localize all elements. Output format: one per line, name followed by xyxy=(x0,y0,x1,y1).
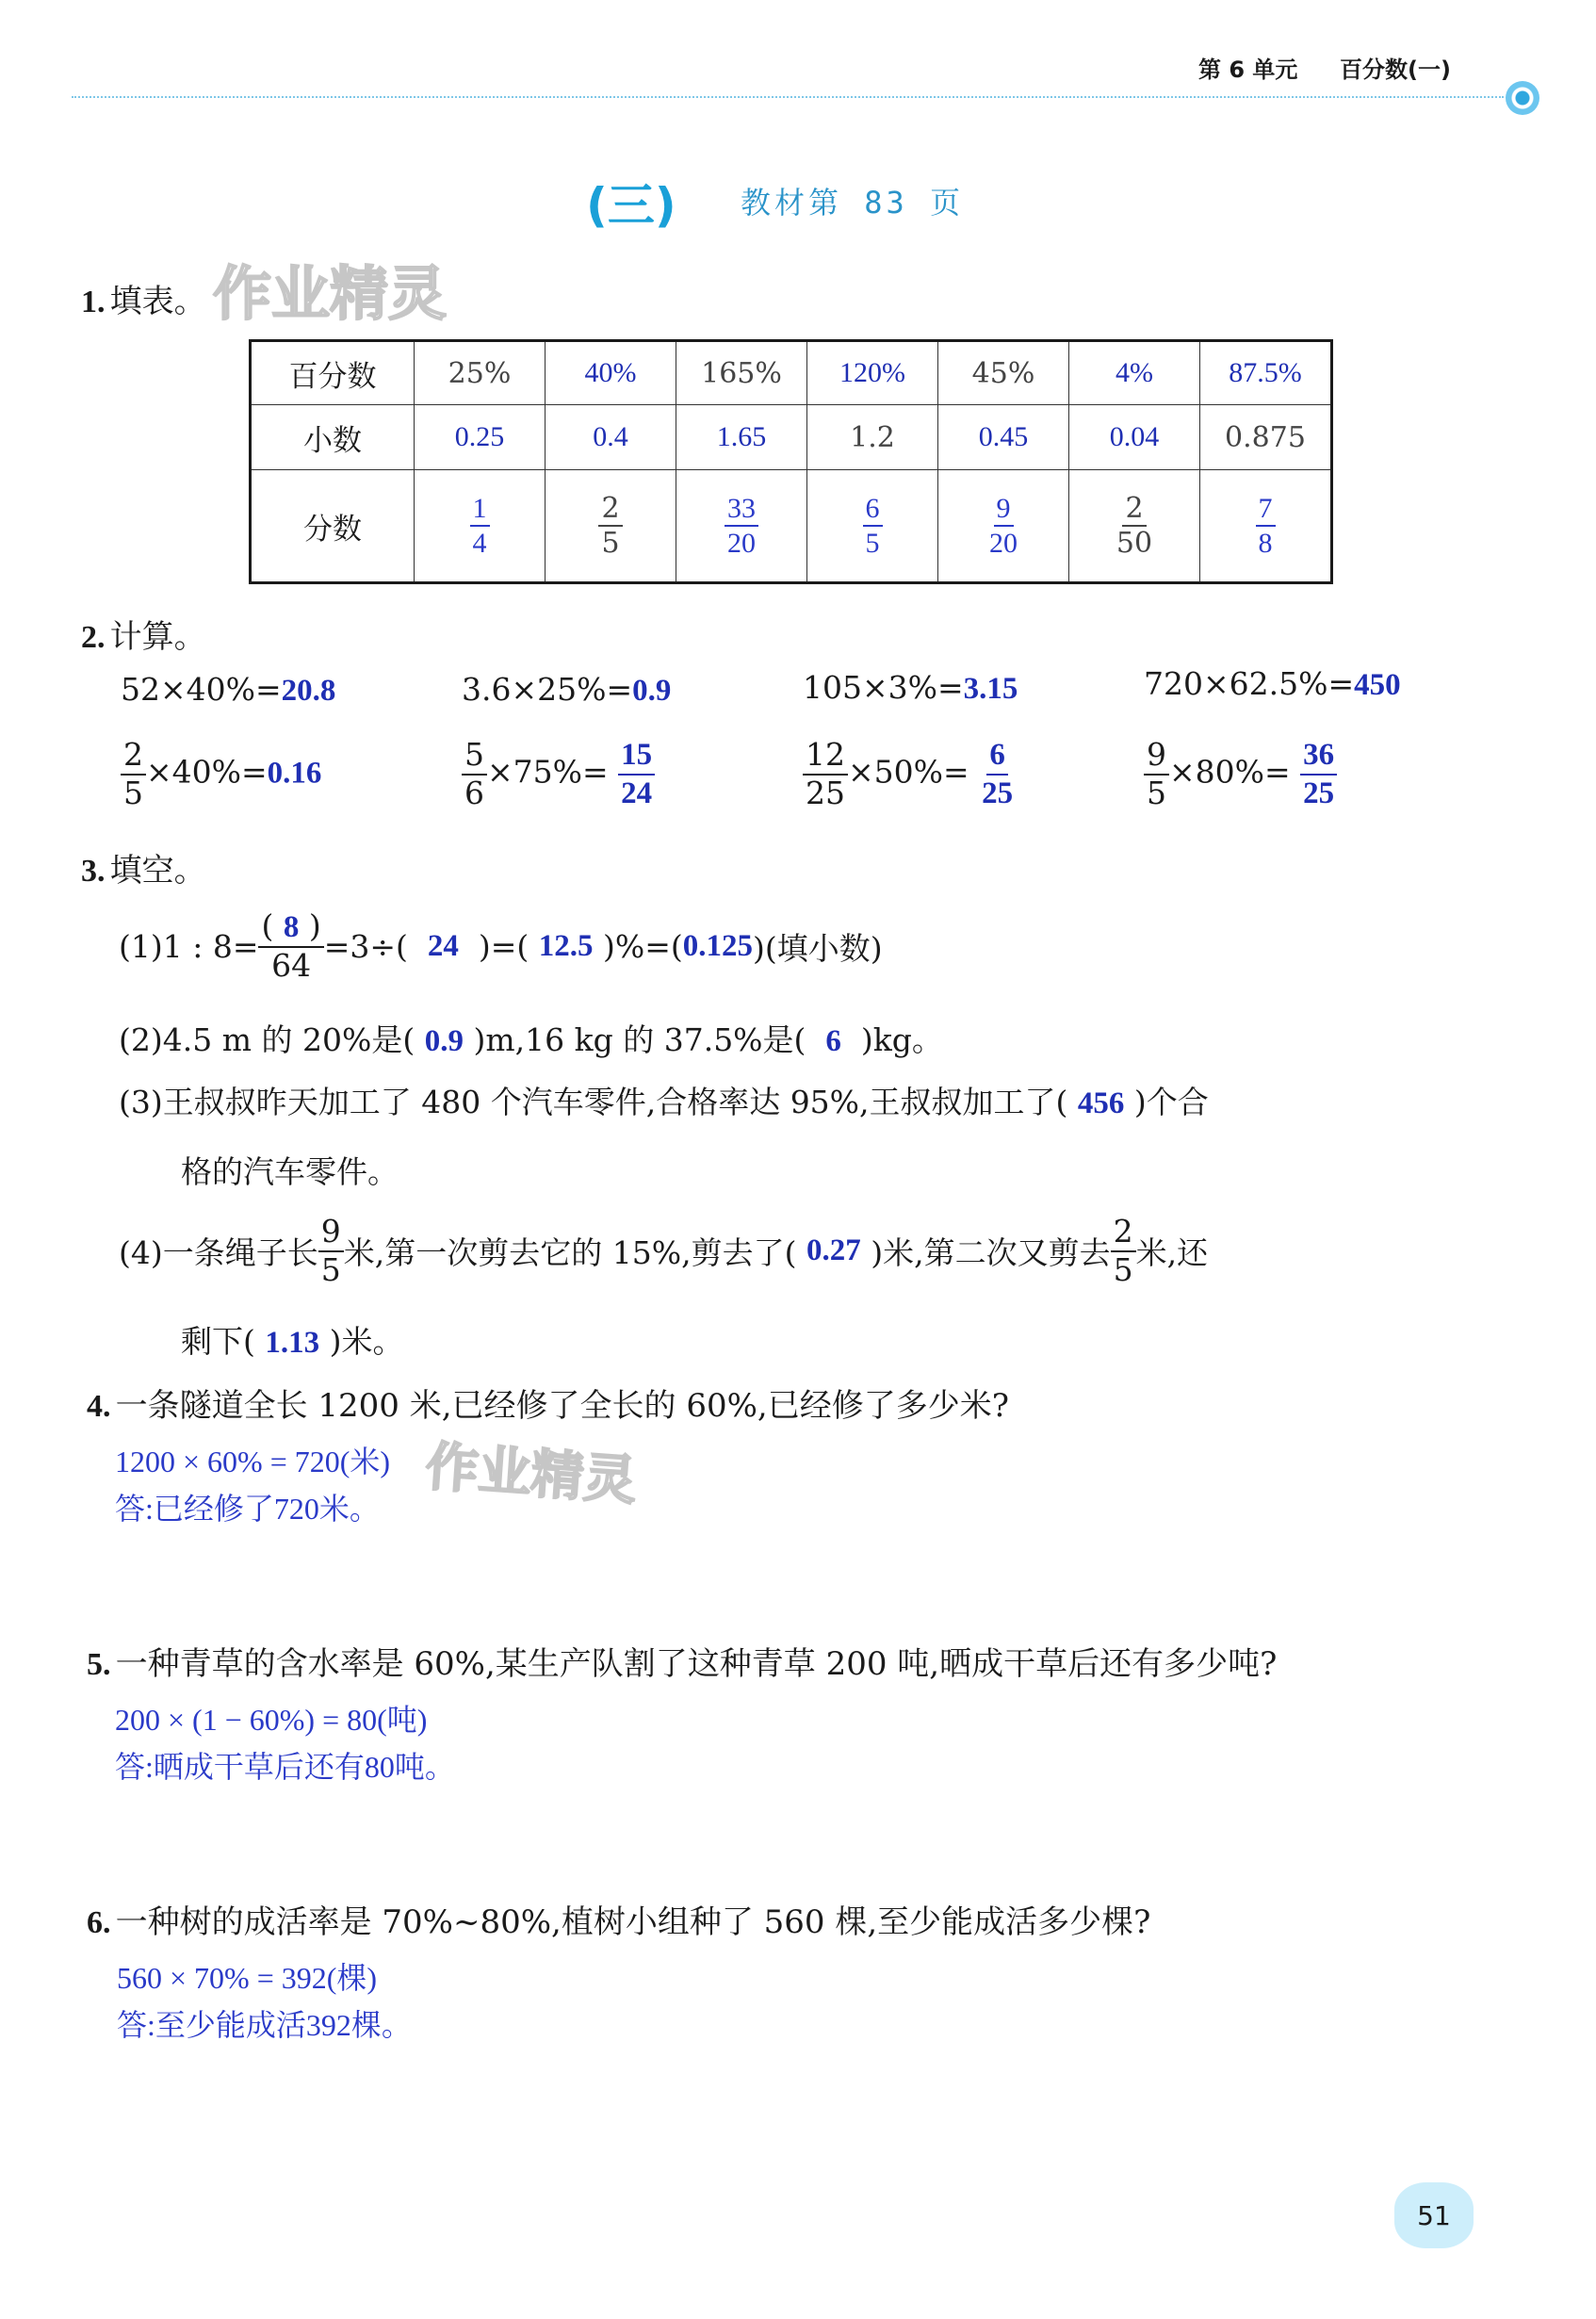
fraction xyxy=(470,494,490,559)
circle-decoration-icon xyxy=(1506,81,1539,115)
solution-work: 200 × (1 − 60%) = 80(吨) xyxy=(115,1703,428,1737)
fraction: $\frac{( 8 )}{64}$ xyxy=(258,910,323,982)
unit-label: 第 6 单元 xyxy=(1198,57,1298,83)
numerator: 7 xyxy=(1256,494,1276,528)
expression: 52×40%= xyxy=(121,671,282,708)
table-cell: 45% xyxy=(938,341,1069,405)
answer-fraction: $\frac{6}{25}$ xyxy=(982,738,1014,810)
question-text: 一种青草的含水率是 60%,某生产队割了这种青草 200 吨,晒成干草后还有多少吨? xyxy=(115,1645,1278,1683)
fraction xyxy=(725,494,758,559)
answer: 0.9 xyxy=(632,674,672,708)
answer: 0.16 xyxy=(267,756,322,791)
table-cell: 4% xyxy=(1069,341,1200,405)
solution-answer: 答:晒成干草后还有80吨。 xyxy=(115,1750,455,1784)
fraction xyxy=(863,494,883,559)
fill-item-2: (2)4.5 m 的 20%是( 0.9 )m,16 kg 的 37.5%是( 6 )kg。 xyxy=(119,1021,943,1058)
denominator: 5 xyxy=(865,528,880,559)
section-page-ref: 教材第 83 页 xyxy=(741,185,965,220)
table-cell: 120% xyxy=(807,341,938,405)
table-row-percent xyxy=(251,341,1332,405)
table-row-fraction xyxy=(251,470,1332,583)
table-cell xyxy=(1069,470,1200,583)
row-label: 分数 xyxy=(251,470,415,583)
table-cell: 165% xyxy=(676,341,807,405)
fraction xyxy=(1114,491,1155,560)
denominator: 50 xyxy=(1116,527,1153,560)
denominator: 20 xyxy=(989,528,1018,559)
table-cell: 25% xyxy=(415,341,546,405)
expression: ×80%= xyxy=(1169,753,1291,791)
numerator: 2 xyxy=(598,494,622,528)
numerator: 1 xyxy=(470,494,490,528)
question-number: 6. xyxy=(87,1905,111,1940)
expression: 105×3%= xyxy=(803,669,964,706)
calc-item xyxy=(803,736,1016,811)
numerator: 33 xyxy=(725,494,758,528)
expression: ×75%= xyxy=(487,753,609,791)
calc-item xyxy=(462,671,671,709)
table-cell: 1.2 xyxy=(807,405,938,470)
topic-label: 百分数(一) xyxy=(1340,57,1451,83)
answer: 0.125 xyxy=(682,928,754,963)
question-6 xyxy=(87,1896,1150,1942)
answer: 0.9 xyxy=(424,1024,464,1058)
denominator: 8 xyxy=(1258,528,1273,559)
question-5 xyxy=(87,1638,1277,1684)
answer-fraction: $\frac{15}{24}$ xyxy=(618,739,655,809)
expression: 3.6×25%= xyxy=(462,671,633,708)
question-number: 4. xyxy=(87,1389,111,1424)
table-cell: 0.875 xyxy=(1200,405,1332,470)
question-1 xyxy=(81,275,206,321)
table-cell: 87.5% xyxy=(1200,341,1332,405)
fraction: $\frac{12}{25}$ xyxy=(803,739,848,809)
calc-item xyxy=(121,736,322,811)
table-cell: 1.65 xyxy=(676,405,807,470)
fraction: $\frac{9}{5}$ xyxy=(1144,739,1169,809)
fraction: $\frac{2}{5}$ xyxy=(1111,1216,1136,1286)
fraction: $\frac{5}{6}$ xyxy=(462,739,487,809)
question-number: 5. xyxy=(87,1647,111,1682)
section-number: (三) xyxy=(586,178,676,233)
numerator: 2 xyxy=(1122,494,1146,528)
question-number: 3. xyxy=(81,854,106,889)
watermark: 作业精灵 xyxy=(423,1436,639,1512)
table-cell xyxy=(415,470,546,583)
table-cell: 0.45 xyxy=(938,405,1069,470)
row-label: 小数 xyxy=(251,405,415,470)
answer: 3.15 xyxy=(963,672,1018,706)
table-cell xyxy=(938,470,1069,583)
solution-work: 1200 × 60% = 720(米) xyxy=(115,1445,391,1478)
answer: 456 xyxy=(1077,1086,1125,1120)
fill-item-3-cont: 格的汽车零件。 xyxy=(181,1153,399,1190)
expression: ×50%= xyxy=(848,753,969,791)
fraction: $\frac{9}{5}$ xyxy=(318,1216,344,1286)
answer: 20.8 xyxy=(281,674,336,708)
question-number: 1. xyxy=(81,285,106,319)
answer: 0.27 xyxy=(806,1233,861,1268)
calc-item xyxy=(1144,665,1401,703)
table-row-decimal xyxy=(251,405,1332,470)
expression: 720×62.5%= xyxy=(1144,665,1355,702)
answer: 6 xyxy=(825,1024,841,1058)
fill-item-4: (4)一条绳子长 $\frac{9}{5}$ 米,第一次剪去它的 15%,剪去了( 0.27 )米,第二次又剪去 $\frac{2}{5}$ 米,还 xyxy=(119,1213,1209,1288)
table-cell: 0.04 xyxy=(1069,405,1200,470)
question-text: 一种树的成活率是 70%~80%,植树小组种了 560 棵,至少能成活多少棵? xyxy=(115,1903,1151,1941)
table-cell xyxy=(1200,470,1332,583)
table-cell xyxy=(676,470,807,583)
row-label: 百分数 xyxy=(251,341,415,405)
table-cell: 0.25 xyxy=(415,405,546,470)
answer: 450 xyxy=(1354,668,1401,702)
page-number: 51 xyxy=(1394,2182,1474,2248)
numerator: 6 xyxy=(863,494,883,528)
table-cell: 0.4 xyxy=(546,405,676,470)
question-text: 填空。 xyxy=(109,852,206,890)
fill-item-3: (3)王叔叔昨天加工了 480 个汽车零件,合格率达 95%,王叔叔加工了( 456 )个合 xyxy=(119,1084,1209,1120)
table-cell xyxy=(546,470,676,583)
calc-item xyxy=(803,669,1018,707)
calc-item xyxy=(462,736,655,811)
question-2 xyxy=(81,611,206,657)
expression: ×40%= xyxy=(146,753,268,791)
question-4 xyxy=(87,1380,1009,1426)
watermark: 作业精灵 xyxy=(213,259,448,328)
fraction: $\frac{2}{5}$ xyxy=(121,739,146,809)
question-3 xyxy=(81,844,206,890)
answer-fraction: $\frac{36}{25}$ xyxy=(1300,739,1337,809)
solution-work: 560 × 70% = 392(棵) xyxy=(117,1961,378,1995)
numerator: 9 xyxy=(994,494,1014,528)
answer: 24 xyxy=(427,928,459,963)
question-text: 一条隧道全长 1200 米,已经修了全长的 60%,已经修了多少米? xyxy=(115,1387,1009,1425)
denominator: 5 xyxy=(601,527,620,560)
header-divider xyxy=(72,96,1504,98)
solution-answer: 答:至少能成活392棵。 xyxy=(117,2008,412,2042)
solution-answer: 答:已经修了720米。 xyxy=(115,1492,380,1526)
denominator: 4 xyxy=(472,528,487,559)
fraction xyxy=(986,494,1020,559)
question-text: 计算。 xyxy=(109,618,206,656)
fill-item-4-cont: 剩下( 1.13 )米。 xyxy=(181,1323,404,1360)
answer: 1.13 xyxy=(265,1326,320,1360)
denominator: 20 xyxy=(727,528,756,559)
question-text: 填表。 xyxy=(109,283,206,320)
conversion-table xyxy=(249,339,1333,584)
answer: 12.5 xyxy=(538,928,594,963)
table-cell xyxy=(807,470,938,583)
table-cell: 40% xyxy=(546,341,676,405)
calc-item xyxy=(1144,736,1337,811)
fraction xyxy=(1256,494,1276,559)
calc-item xyxy=(121,671,335,709)
fill-item-1: (1)1 : 8= $\frac{( 8 )}{64}$ =3÷( 24 )=( 12.5 )%=( 0.125 )(填小数) xyxy=(119,907,883,984)
answer: 8 xyxy=(283,910,300,944)
fraction xyxy=(598,491,622,560)
question-number: 2. xyxy=(81,620,106,655)
